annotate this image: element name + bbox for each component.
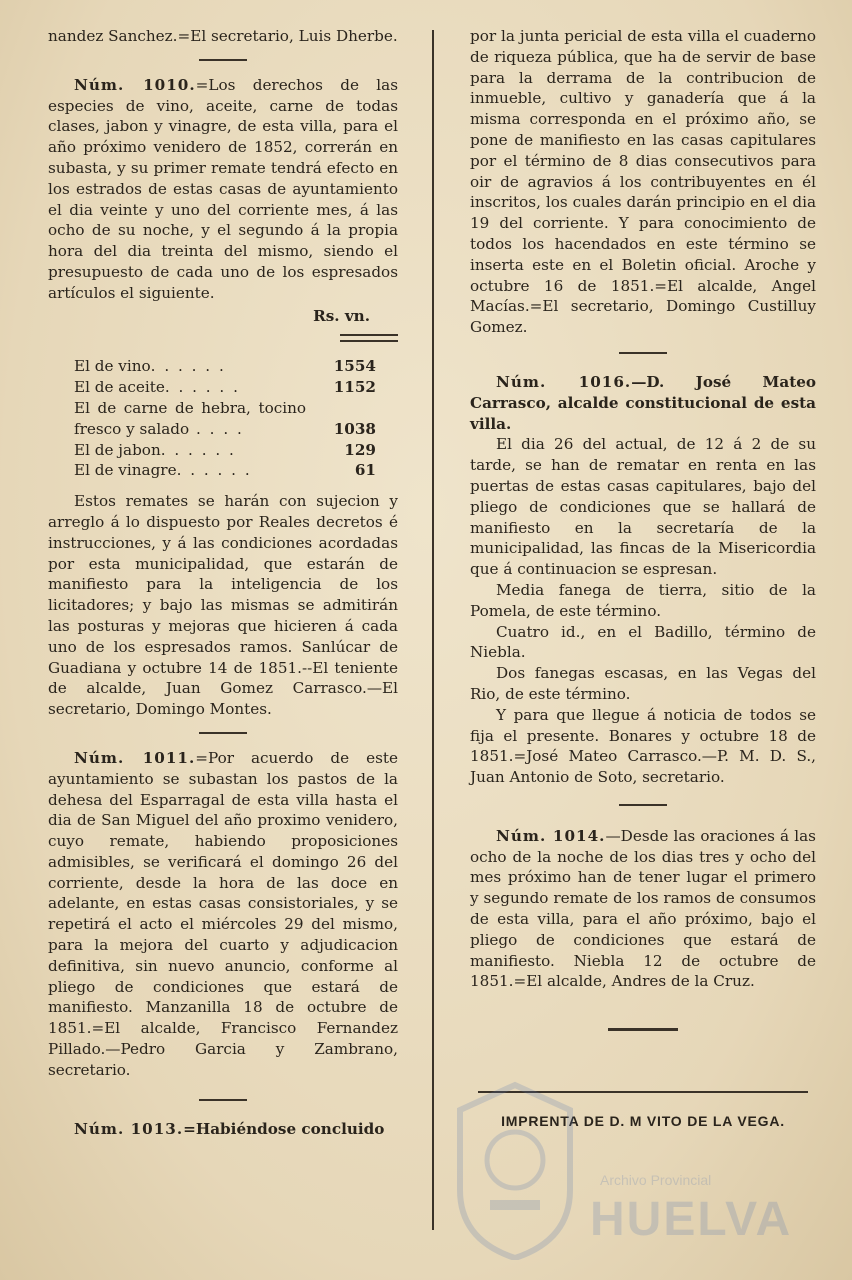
table-row bbox=[48, 398, 398, 440]
continued-notice: por la junta pericial de esta villa el cuaderno de riqueza pública, que ha de servir de base para la derrama de la contribucion de inmueble, cultivo y ganadería que á la misma corresponda en el próximo año, se pone de manifiesto en las casas capitulares por el término de 8 dias consecutivos para oir de agravios á los contribuyentes en él inscritos, los cuales darán principio en el dia 19 del corriente. Y para conocimiento de todos los hacendados en este término se inserta este en el Boletin oficial. Aroche y octubre 16 de 1851.=El alcalde, Angel Macías.=El secretario, Domingo Custilluy Gomez. bbox=[470, 27, 816, 337]
notice-closing: Y para que llegue á noticia de todos se fija el presente. Bonares y octubre 18 de 1851.=José Mateo Carrasco.—P. M. D. S., Juan Antonio de Soto, secretario. bbox=[470, 705, 816, 787]
price-item: El de aceite . . . bbox=[48, 377, 306, 398]
notice-closing: Estos remates se harán con sujecion y arreglo á lo dispuesto por Reales decretos é instrucciones, y á las condiciones acordadas por esta municipalidad, que estarán de manifiesto para la inteligencia de los licitadores; y bajo las mismas se admitirán las posturas y mejoras que hicieren á cada uno de los espresados ramos. Sanlúcar de Guadiana y octubre 14 de 1851.--El teniente de alcalde, Juan Gomez Carrasco.—El secretario, Domingo Montes. bbox=[48, 492, 398, 719]
notice-number: Núm. 1014. bbox=[496, 826, 606, 845]
price-item: El de jabon . . . bbox=[48, 440, 306, 461]
price-item: El de vinagre . . . bbox=[48, 460, 306, 481]
list-item: Dos fanegas escasas, en las Vegas del Rio, de este término. bbox=[470, 664, 816, 703]
notice-number: Núm. 1011. bbox=[74, 748, 196, 767]
price-value: 1152 bbox=[333, 378, 376, 397]
price-item: El de vino . . . bbox=[48, 356, 306, 377]
price-value: 129 bbox=[344, 440, 376, 459]
separator bbox=[619, 352, 667, 354]
price-value: 1038 bbox=[333, 419, 376, 438]
notice-number: Núm. 1010. bbox=[74, 75, 196, 94]
list-item: Media fanega de tierra, sitio de la Pomela, de este término. bbox=[470, 580, 816, 620]
units-label: Rs. vn. bbox=[313, 306, 370, 325]
notice-number: Núm. 1016. bbox=[496, 372, 632, 391]
table-row bbox=[48, 440, 398, 461]
price-value: 1554 bbox=[333, 357, 376, 376]
price-table bbox=[48, 356, 398, 481]
notice-text: =Habiéndose concluido bbox=[183, 1119, 385, 1138]
notice-text: =Los derechos de las especies de vino, aceite, carne de todas clases, jabon y vinagre, de esta villa, para el año próximo venidero de 1852, correrán en subasta, y su primer remate tendrá efecto en los estrados de estas casas de ayuntamiento el dia veinte y uno del corriente mes, á las ocho de su noche, y el segundo á la propia hora del dia treinta del mismo, siendo el presupuesto de cada uno de los espresados artículos el siguiente. bbox=[48, 75, 398, 302]
notice-number: Núm. 1013. bbox=[74, 1119, 184, 1138]
table-row bbox=[48, 356, 398, 377]
list-item: Cuatro id., en el Badillo, término de Niebla. bbox=[470, 622, 816, 662]
notice-1013 bbox=[48, 1119, 398, 1140]
intro-signature: nandez Sanchez.=El secretario, Luis Dherbe. bbox=[48, 27, 398, 45]
watermark-text: HUELVA bbox=[590, 1193, 793, 1246]
notice-text: —Desde las oraciones á las ocho de la noche de los dias tres y ocho del mes próximo han de tener lugar el primero y segundo remate de los ramos de consumos de esta villa, para el año próximo, bajo el pliego de condiciones que estará de manifiesto. Niebla 12 de octubre de 1851.=El alcalde, Andres de la Cruz. bbox=[470, 826, 816, 991]
notice-text: =Por acuerdo de este ayuntamiento se subastan los pastos de la dehesa del Esparragal de esta villa hasta el dia de San Miguel del año proximo venidero, cuyo remate, habiendo proposiciones admisibles, se verificará el domingo 26 del corriente, desde la hora de las doce en adelante, en estas casas consistoriales, y se repetirá el acto el miércoles 29 del mismo, para la mejora del cuarto y adjudicacion definitiva, sin nuevo anuncio, conforme al pliego de condiciones que estará de manifiesto. Manzanilla 18 de octubre de 1851.=El alcalde, Francisco Fernandez Pillado.—Pedro Garcia y Zambrano, secretario. bbox=[48, 748, 398, 1079]
notice-1014 bbox=[470, 826, 816, 992]
imprint-rule bbox=[478, 1091, 808, 1093]
double-separator bbox=[340, 334, 398, 342]
imprint-line: IMPRENTA DE D. M VITO DE LA VEGA. bbox=[501, 1113, 785, 1130]
separator bbox=[619, 804, 667, 806]
left-column bbox=[48, 26, 398, 1139]
price-value: 61 bbox=[354, 461, 376, 480]
right-column bbox=[470, 26, 816, 1132]
notice-1010 bbox=[48, 75, 398, 720]
notice-text: El dia 26 del actual, de 12 á 2 de su tarde, se han de rematar en renta en las puertas de estas casas capitulares, bajo del pliego de condiciones que se hallará de manifiesto en la secretaría de la municipalidad, las fincas de la Misericordia que á continuacion se espresan. bbox=[470, 435, 816, 579]
table-row bbox=[48, 460, 398, 481]
separator bbox=[199, 732, 247, 734]
notice-1011 bbox=[48, 748, 398, 1081]
notice-heading: —D. José Mateo Carrasco, alcalde constitucional de esta villa. bbox=[470, 372, 816, 433]
separator bbox=[199, 59, 247, 61]
separator bbox=[199, 1099, 247, 1101]
notice-1016 bbox=[470, 372, 816, 788]
price-item: El de carne de hebra, tocino fresco y salado . . . . bbox=[74, 398, 306, 438]
table-row bbox=[48, 377, 398, 398]
column-divider bbox=[432, 30, 434, 1230]
watermark-subtext: Archivo Provincial bbox=[600, 1172, 712, 1188]
